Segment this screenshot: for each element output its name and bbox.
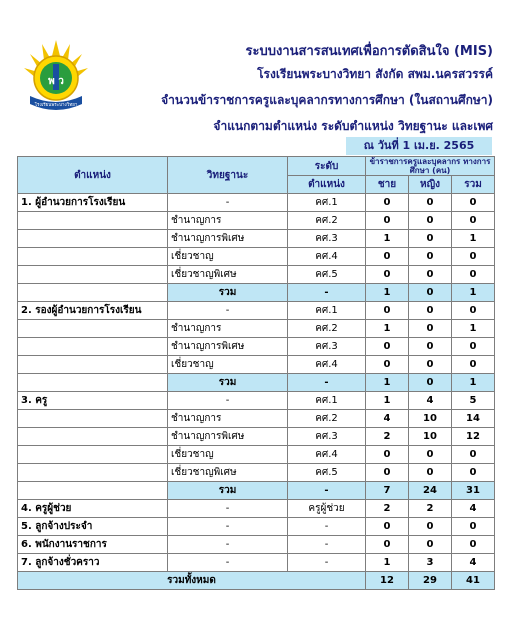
cell-position — [18, 212, 168, 230]
table-row — [18, 446, 495, 464]
cell-level: คศ.4 — [288, 446, 366, 464]
cell-standing: - — [168, 194, 288, 212]
table-row — [18, 194, 495, 212]
cell-standing: ชำนาญการพิเศษ — [168, 230, 288, 248]
cell-total: 0 — [452, 536, 495, 554]
cell-position: 6. พนักงานราชการ — [18, 536, 168, 554]
cell-male: 0 — [366, 446, 409, 464]
cell-total: 0 — [452, 464, 495, 482]
table-row — [18, 338, 495, 356]
table-row — [18, 392, 495, 410]
table-row — [18, 266, 495, 284]
cell-level: คศ.3 — [288, 230, 366, 248]
cell-level: - — [288, 518, 366, 536]
cell-level: - — [288, 554, 366, 572]
cell-female: 2 — [409, 500, 452, 518]
cell-female: 24 — [409, 482, 452, 500]
cell-total: 1 — [452, 320, 495, 338]
cell-female: 0 — [409, 284, 452, 302]
school-name: โรงเรียนพระบางวิทยา สังกัด สพม.นครสวรรค์ — [257, 67, 493, 81]
cell-position — [18, 482, 168, 500]
cell-male: 1 — [366, 320, 409, 338]
staff-table — [17, 156, 495, 590]
cell-total: 0 — [452, 266, 495, 284]
cell-male: 0 — [366, 464, 409, 482]
grand-total-label: รวมทั้งหมด — [18, 572, 366, 590]
cell-female: 0 — [409, 194, 452, 212]
as-of-date: ณ วันที่ 1 เม.ย. 2565 — [346, 137, 492, 155]
school-logo — [20, 34, 92, 118]
cell-male: 0 — [366, 266, 409, 284]
table-header-row — [18, 157, 495, 176]
cell-level: คศ.5 — [288, 266, 366, 284]
subtotal-row — [18, 482, 495, 500]
cell-level: คศ.3 — [288, 338, 366, 356]
table-row — [18, 302, 495, 320]
cell-female: 0 — [409, 338, 452, 356]
header-total: รวม — [452, 176, 495, 194]
cell-total: 0 — [452, 338, 495, 356]
cell-total: 0 — [452, 518, 495, 536]
cell-total: 1 — [452, 284, 495, 302]
cell-standing: ชำนาญการ — [168, 320, 288, 338]
table-row — [18, 554, 495, 572]
cell-standing: - — [168, 302, 288, 320]
table-row — [18, 410, 495, 428]
cell-male: 0 — [366, 536, 409, 554]
table-row — [18, 320, 495, 338]
cell-level: คศ.1 — [288, 392, 366, 410]
cell-male: 1 — [366, 392, 409, 410]
cell-position: 5. ลูกจ้างประจำ — [18, 518, 168, 536]
cell-level: คศ.4 — [288, 356, 366, 374]
logo-caption: โรงเรียนพระบางวิทยา — [34, 103, 78, 108]
cell-standing: รวม — [168, 374, 288, 392]
cell-total: 0 — [452, 446, 495, 464]
cell-level: คศ.3 — [288, 428, 366, 446]
cell-male: 1 — [366, 230, 409, 248]
cell-position: 7. ลูกจ้างชั่วคราว — [18, 554, 168, 572]
cell-male: 1 — [366, 374, 409, 392]
cell-standing: - — [168, 554, 288, 572]
logo-letters: พ ว — [48, 76, 64, 87]
cell-standing: - — [168, 392, 288, 410]
cell-position — [18, 410, 168, 428]
cell-female: 0 — [409, 356, 452, 374]
cell-male: 0 — [366, 338, 409, 356]
cell-total: 1 — [452, 230, 495, 248]
system-title: ระบบงานสารสนเทศเพื่อการตัดสินใจ (MIS) — [245, 44, 493, 59]
header-level: ระดับ — [288, 157, 366, 176]
cell-total: 0 — [452, 212, 495, 230]
cell-position: 2. รองผู้อำนวยการโรงเรียน — [18, 302, 168, 320]
cell-total: 0 — [452, 194, 495, 212]
cell-standing: เชี่ยวชาญ — [168, 356, 288, 374]
cell-female: 0 — [409, 266, 452, 284]
cell-total: 0 — [452, 248, 495, 266]
cell-standing: - — [168, 536, 288, 554]
header-level-sub: ตำแหน่ง — [288, 176, 366, 194]
cell-standing: รวม — [168, 284, 288, 302]
cell-total: 0 — [452, 356, 495, 374]
cell-male: 4 — [366, 410, 409, 428]
cell-male: 0 — [366, 212, 409, 230]
cell-level: คศ.1 — [288, 302, 366, 320]
cell-female: 0 — [409, 248, 452, 266]
table-row — [18, 230, 495, 248]
cell-male: 0 — [366, 356, 409, 374]
cell-level: คศ.5 — [288, 464, 366, 482]
header-female: หญิง — [409, 176, 452, 194]
cell-female: 3 — [409, 554, 452, 572]
cell-female: 0 — [409, 536, 452, 554]
subtotal-row — [18, 284, 495, 302]
cell-level: คศ.4 — [288, 248, 366, 266]
cell-female: 4 — [409, 392, 452, 410]
cell-level: ครูผู้ช่วย — [288, 500, 366, 518]
cell-position — [18, 266, 168, 284]
grand-total-row — [18, 572, 495, 590]
cell-position — [18, 374, 168, 392]
cell-total: 0 — [452, 302, 495, 320]
report-header — [0, 0, 507, 150]
table-row — [18, 500, 495, 518]
header-male: ชาย — [366, 176, 409, 194]
cell-standing: เชี่ยวชาญ — [168, 446, 288, 464]
subtotal-row — [18, 374, 495, 392]
cell-level: - — [288, 482, 366, 500]
cell-level: - — [288, 374, 366, 392]
cell-female: 10 — [409, 428, 452, 446]
cell-position — [18, 464, 168, 482]
cell-position — [18, 248, 168, 266]
cell-level: คศ.2 — [288, 320, 366, 338]
cell-level: คศ.1 — [288, 194, 366, 212]
cell-position — [18, 230, 168, 248]
cell-position: 3. ครู — [18, 392, 168, 410]
cell-position — [18, 284, 168, 302]
cell-standing: - — [168, 500, 288, 518]
cell-male: 7 — [366, 482, 409, 500]
cell-standing: ชำนาญการพิเศษ — [168, 338, 288, 356]
table-row — [18, 356, 495, 374]
table-row — [18, 536, 495, 554]
cell-standing: ชำนาญการ — [168, 410, 288, 428]
header-standing: วิทยฐานะ — [168, 157, 288, 194]
cell-male: 1 — [366, 284, 409, 302]
cell-standing: เชี่ยวชาญพิเศษ — [168, 464, 288, 482]
cell-total: 1 — [452, 374, 495, 392]
cell-total: 5 — [452, 392, 495, 410]
cell-standing: เชี่ยวชาญพิเศษ — [168, 266, 288, 284]
cell-position — [18, 446, 168, 464]
cell-male: 0 — [366, 302, 409, 320]
table-row — [18, 212, 495, 230]
cell-male: 2 — [366, 428, 409, 446]
cell-female: 0 — [409, 446, 452, 464]
cell-female: 10 — [409, 410, 452, 428]
grand-total-total: 41 — [452, 572, 495, 590]
cell-total: 14 — [452, 410, 495, 428]
table-row — [18, 428, 495, 446]
cell-position — [18, 338, 168, 356]
cell-total: 4 — [452, 554, 495, 572]
report-subtitle: จำแนกตามตำแหน่ง ระดับตำแหน่ง วิทยฐานะ และเพศ — [213, 119, 493, 133]
cell-position — [18, 320, 168, 338]
cell-standing: - — [168, 518, 288, 536]
cell-female: 0 — [409, 230, 452, 248]
cell-male: 1 — [366, 554, 409, 572]
cell-level: คศ.2 — [288, 410, 366, 428]
cell-male: 2 — [366, 500, 409, 518]
cell-female: 0 — [409, 464, 452, 482]
table-row — [18, 518, 495, 536]
cell-level: - — [288, 284, 366, 302]
cell-total: 31 — [452, 482, 495, 500]
cell-standing: รวม — [168, 482, 288, 500]
header-staff-group: ข้าราชการครูและบุคลากร ทางการศึกษา (คน) — [366, 157, 495, 176]
cell-position — [18, 428, 168, 446]
cell-total: 12 — [452, 428, 495, 446]
cell-standing: ชำนาญการพิเศษ — [168, 428, 288, 446]
cell-standing: ชำนาญการ — [168, 212, 288, 230]
table-row — [18, 464, 495, 482]
cell-female: 0 — [409, 212, 452, 230]
cell-female: 0 — [409, 518, 452, 536]
cell-position: 4. ครูผู้ช่วย — [18, 500, 168, 518]
cell-male: 0 — [366, 518, 409, 536]
cell-position — [18, 356, 168, 374]
cell-level: - — [288, 536, 366, 554]
cell-total: 4 — [452, 500, 495, 518]
table-row — [18, 248, 495, 266]
grand-total-female: 29 — [409, 572, 452, 590]
grand-total-male: 12 — [366, 572, 409, 590]
cell-female: 0 — [409, 374, 452, 392]
header-position: ตำแหน่ง — [18, 157, 168, 194]
cell-male: 0 — [366, 248, 409, 266]
report-title: จำนวนข้าราชการครูและบุคลากรทางการศึกษา (ในสถานศึกษา) — [161, 93, 493, 107]
cell-standing: เชี่ยวชาญ — [168, 248, 288, 266]
cell-female: 0 — [409, 302, 452, 320]
cell-position: 1. ผู้อำนวยการโรงเรียน — [18, 194, 168, 212]
cell-female: 0 — [409, 320, 452, 338]
cell-level: คศ.2 — [288, 212, 366, 230]
cell-male: 0 — [366, 194, 409, 212]
